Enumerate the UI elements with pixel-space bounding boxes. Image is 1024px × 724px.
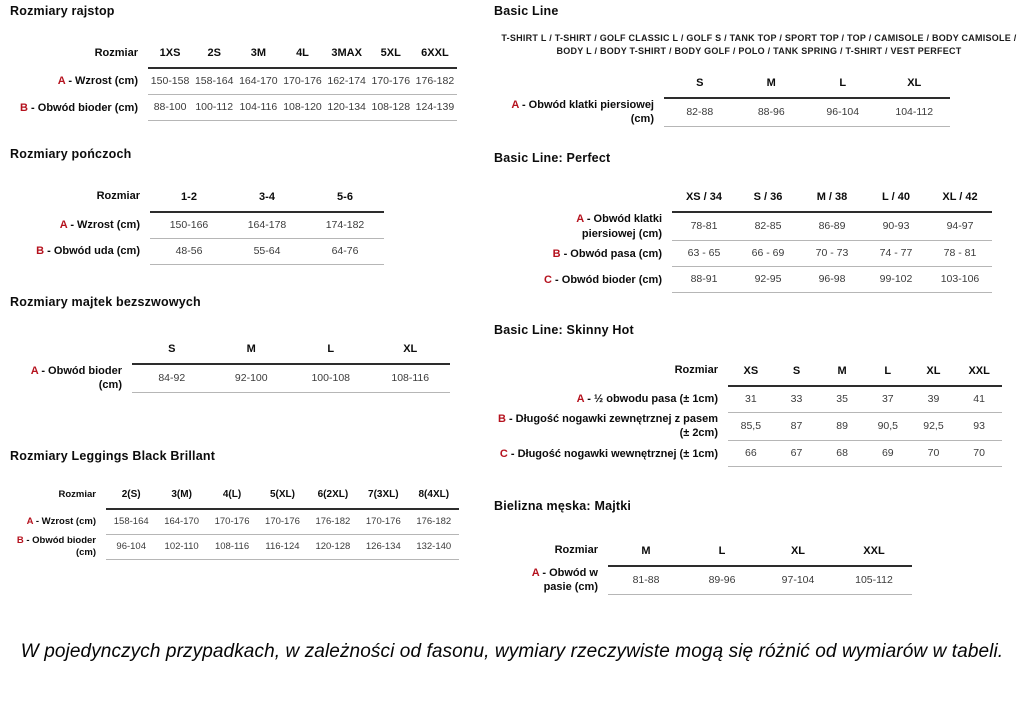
table-cell: 132-140 bbox=[409, 535, 459, 560]
section-perfect bbox=[494, 151, 1024, 293]
table-cell: 48-56 bbox=[150, 238, 228, 264]
column-header: 3M bbox=[236, 46, 280, 68]
table-cell: 55-64 bbox=[228, 238, 306, 264]
column-header: XXL bbox=[956, 363, 1002, 385]
size-table-majtki-meskie bbox=[512, 543, 912, 594]
table-cell: 170-176 bbox=[207, 509, 257, 535]
corner-label bbox=[498, 77, 664, 98]
column-header: M bbox=[819, 363, 865, 385]
section-heading-ponczochy: Rozmiary pończoch bbox=[10, 147, 132, 162]
column-header: XXL bbox=[836, 543, 912, 565]
table-cell: 116-124 bbox=[257, 535, 307, 560]
table-cell: 108-120 bbox=[280, 95, 324, 121]
column-header: 2(S) bbox=[106, 489, 156, 509]
measure-letter: A bbox=[511, 99, 519, 112]
section-heading-majtki-meskie: Bielizna męska: Majtki bbox=[494, 499, 632, 514]
table-cell: 99-102 bbox=[864, 267, 928, 293]
table-cell: 102-110 bbox=[156, 535, 206, 560]
table-cell: 104-112 bbox=[879, 98, 951, 127]
table-cell: 158-164 bbox=[106, 509, 156, 535]
table-cell: 89-96 bbox=[684, 566, 760, 595]
table-cell: 70 bbox=[956, 441, 1002, 467]
header-row bbox=[10, 489, 459, 509]
column-header: M bbox=[212, 343, 292, 364]
section-rajstop bbox=[10, 4, 472, 121]
column-header: 5-6 bbox=[306, 189, 384, 211]
table-cell: 150-166 bbox=[150, 212, 228, 239]
table-row bbox=[494, 441, 1002, 467]
section-skinny bbox=[494, 323, 1024, 467]
size-table-ponczochy bbox=[10, 189, 384, 264]
header-row bbox=[10, 189, 384, 211]
section-ponczochy bbox=[10, 147, 472, 264]
corner-label: Rozmiar bbox=[554, 544, 598, 557]
section-heading-basic: Basic Line bbox=[494, 4, 559, 18]
table-row bbox=[524, 241, 992, 267]
table-cell: 164-170 bbox=[236, 68, 280, 95]
table-cell: 88-96 bbox=[736, 98, 808, 127]
size-table-perfect bbox=[524, 191, 992, 293]
column-header: 2S bbox=[192, 46, 236, 68]
corner-label: Rozmiar bbox=[58, 488, 96, 500]
table-cell: 124-139 bbox=[413, 95, 457, 121]
table-cell: 97-104 bbox=[760, 566, 836, 595]
table-cell: 87 bbox=[774, 412, 820, 441]
table-cell: 85,5 bbox=[728, 412, 774, 441]
table-cell: 164-178 bbox=[228, 212, 306, 239]
table-cell: 89 bbox=[819, 412, 865, 441]
row-label: B - Obwód uda (cm) bbox=[36, 244, 140, 257]
column-header: L bbox=[291, 343, 371, 364]
table-row bbox=[10, 509, 459, 535]
table-row bbox=[10, 364, 450, 393]
table-cell: 150-158 bbox=[148, 68, 192, 95]
header-row bbox=[512, 543, 912, 565]
measure-letter: B bbox=[20, 101, 28, 114]
column-header: 3-4 bbox=[228, 189, 306, 211]
section-leggings bbox=[10, 449, 472, 560]
section-heading-rajstop: Rozmiary rajstop bbox=[10, 4, 115, 18]
table-cell: 94-97 bbox=[928, 212, 992, 241]
section-majtki-bezszwowe bbox=[10, 295, 472, 393]
measure-letter: A bbox=[57, 75, 66, 88]
size-table-rajstop bbox=[10, 46, 457, 121]
row-label: B - Obwód bioder (cm) bbox=[16, 534, 96, 559]
two-column-layout bbox=[0, 4, 1024, 595]
section-basic bbox=[494, 4, 1024, 127]
section-heading-perfect: Basic Line: Perfect bbox=[494, 151, 611, 166]
column-header: S bbox=[132, 343, 212, 364]
column-header: M / 38 bbox=[800, 191, 864, 212]
column-header: S bbox=[774, 363, 820, 385]
table-row bbox=[494, 386, 1002, 413]
column-header: 7(3XL) bbox=[358, 489, 408, 509]
table-cell: 88-100 bbox=[148, 95, 192, 121]
row-label: A - ½ obwodu pasa (± 1cm) bbox=[576, 392, 718, 405]
corner-label: Rozmiar bbox=[96, 190, 140, 203]
section-heading-leggings: Rozmiary Leggings Black Brillant bbox=[10, 448, 216, 463]
table-cell: 74 - 77 bbox=[864, 241, 928, 267]
table-cell: 39 bbox=[911, 386, 957, 413]
table-cell: 96-104 bbox=[106, 535, 156, 560]
measure-letter: B bbox=[36, 244, 45, 257]
table-cell: 176-182 bbox=[409, 509, 459, 535]
column-header: L bbox=[684, 543, 760, 565]
column-header: M bbox=[608, 543, 684, 565]
table-cell: 67 bbox=[774, 441, 820, 467]
table-cell: 103-106 bbox=[928, 267, 992, 293]
row-label: A - Wzrost (cm) bbox=[59, 218, 140, 231]
right-column bbox=[494, 4, 1024, 595]
table-cell: 86-89 bbox=[800, 212, 864, 241]
table-cell: 170-176 bbox=[358, 509, 408, 535]
column-header: XS / 34 bbox=[672, 191, 736, 212]
header-row bbox=[498, 77, 950, 98]
measure-letter: A bbox=[30, 364, 39, 377]
table-cell: 92-95 bbox=[736, 267, 800, 293]
measure-letter: A bbox=[576, 392, 585, 405]
row-label: A - Wzrost (cm) bbox=[26, 515, 96, 527]
table-cell: 93 bbox=[956, 412, 1002, 441]
table-cell: 105-112 bbox=[836, 566, 912, 595]
table-cell: 176-182 bbox=[308, 509, 358, 535]
table-cell: 162-174 bbox=[325, 68, 369, 95]
size-table-majtki-bezszwowe bbox=[10, 343, 450, 393]
measure-letter: C bbox=[499, 447, 508, 460]
column-header: L bbox=[807, 77, 879, 98]
measure-letter: A bbox=[531, 566, 540, 579]
row-label: A - Obwód bioder (cm) bbox=[30, 364, 122, 391]
product-list: T-SHIRT L / T-SHIRT / GOLF CLASSIC L / GOLF S / TANK TOP / SPORT TOP / TOP / CAMISOLE / BODY CAMISOLE / BODY L / BODY T-SHIRT / BODY GOLF / POLO / TANK SPRING / T-SHIRT / VEST PERFECT bbox=[501, 33, 1017, 56]
table-cell: 78 - 81 bbox=[928, 241, 992, 267]
table-cell: 68 bbox=[819, 441, 865, 467]
row-label: C - Długość nogawki wewnętrznej (± 1cm) bbox=[499, 447, 718, 460]
column-header: S / 36 bbox=[736, 191, 800, 212]
column-header: 5(XL) bbox=[257, 489, 307, 509]
table-cell: 108-128 bbox=[369, 95, 413, 121]
table-row bbox=[10, 535, 459, 560]
measure-letter: A bbox=[59, 218, 68, 231]
corner-label bbox=[524, 191, 672, 212]
section-majtki-meskie bbox=[494, 499, 1024, 594]
column-header: 6XXL bbox=[413, 46, 457, 68]
table-cell: 174-182 bbox=[306, 212, 384, 239]
measure-letter: C bbox=[544, 273, 552, 286]
left-column bbox=[10, 4, 472, 560]
table-row bbox=[494, 412, 1002, 441]
row-label: A - Obwód klatki piersiowej (cm) bbox=[511, 99, 654, 126]
column-header: XL bbox=[879, 77, 951, 98]
column-header: M bbox=[736, 77, 808, 98]
table-cell: 64-76 bbox=[306, 238, 384, 264]
table-row bbox=[524, 267, 992, 293]
row-label: B - Obwód bioder (cm) bbox=[20, 101, 138, 114]
column-header: 1XS bbox=[148, 46, 192, 68]
table-cell: 78-81 bbox=[672, 212, 736, 241]
header-row bbox=[10, 46, 457, 68]
measure-letter: B bbox=[497, 413, 506, 426]
corner-label: Rozmiar bbox=[674, 364, 718, 377]
table-cell: 108-116 bbox=[207, 535, 257, 560]
column-header: L bbox=[865, 363, 911, 385]
table-cell: 100-108 bbox=[291, 364, 371, 393]
column-header: 8(4XL) bbox=[409, 489, 459, 509]
table-cell: 63 - 65 bbox=[672, 241, 736, 267]
header-row bbox=[10, 343, 450, 364]
column-header: S bbox=[664, 77, 736, 98]
table-cell: 108-116 bbox=[371, 364, 451, 393]
footnote: W pojedynczych przypadkach, w zależności od fasonu, wymiary rzeczywiste mogą się różnić od wymiarów w tabeli. bbox=[20, 640, 1004, 662]
column-header: 6(2XL) bbox=[308, 489, 358, 509]
row-label: A - Wzrost (cm) bbox=[57, 75, 138, 88]
column-header: 3MAX bbox=[325, 46, 369, 68]
column-header: 4L bbox=[280, 46, 324, 68]
table-cell: 120-134 bbox=[325, 95, 369, 121]
column-header: 4(L) bbox=[207, 489, 257, 509]
column-header: XL / 42 bbox=[928, 191, 992, 212]
table-cell: 96-104 bbox=[807, 98, 879, 127]
section-heading-majtki-bezszwowe: Rozmiary majtek bezszwowych bbox=[10, 294, 201, 309]
column-header: 5XL bbox=[369, 46, 413, 68]
table-cell: 170-176 bbox=[369, 68, 413, 95]
table-cell: 70 bbox=[911, 441, 957, 467]
measure-letter: B bbox=[16, 534, 24, 546]
measure-letter: A bbox=[26, 515, 34, 527]
table-cell: 82-85 bbox=[736, 212, 800, 241]
column-header: 3(M) bbox=[156, 489, 206, 509]
table-row bbox=[10, 238, 384, 264]
table-cell: 170-176 bbox=[257, 509, 307, 535]
measure-letter: A bbox=[576, 213, 584, 226]
table-cell: 104-116 bbox=[236, 95, 280, 121]
table-cell: 37 bbox=[865, 386, 911, 413]
table-row bbox=[512, 566, 912, 595]
table-cell: 126-134 bbox=[358, 535, 408, 560]
table-cell: 158-164 bbox=[192, 68, 236, 95]
table-cell: 82-88 bbox=[664, 98, 736, 127]
table-cell: 170-176 bbox=[280, 68, 324, 95]
table-row bbox=[498, 98, 950, 127]
table-cell: 90,5 bbox=[865, 412, 911, 441]
row-label: C - Obwód bioder (cm) bbox=[544, 273, 662, 286]
table-cell: 66 - 69 bbox=[736, 241, 800, 267]
table-cell: 92-100 bbox=[212, 364, 292, 393]
table-cell: 88-91 bbox=[672, 267, 736, 293]
table-row bbox=[10, 95, 457, 121]
row-label: A - Obwód klatki piersiowej (cm) bbox=[576, 213, 662, 240]
table-cell: 84-92 bbox=[132, 364, 212, 393]
table-cell: 81-88 bbox=[608, 566, 684, 595]
table-cell: 90-93 bbox=[864, 212, 928, 241]
corner-label: Rozmiar bbox=[94, 47, 138, 59]
table-row bbox=[10, 212, 384, 239]
column-header: XS bbox=[728, 363, 774, 385]
header-row bbox=[524, 191, 992, 212]
row-label: A - Obwód w pasie (cm) bbox=[531, 566, 598, 593]
measure-letter: B bbox=[552, 247, 561, 260]
column-header: XL bbox=[760, 543, 836, 565]
table-cell: 120-128 bbox=[308, 535, 358, 560]
row-label: B - Obwód pasa (cm) bbox=[552, 247, 662, 260]
table-cell: 33 bbox=[774, 386, 820, 413]
column-header: 1-2 bbox=[150, 189, 228, 211]
table-cell: 41 bbox=[956, 386, 1002, 413]
size-table-leggings bbox=[10, 489, 459, 560]
column-header: XL bbox=[911, 363, 957, 385]
table-cell: 69 bbox=[865, 441, 911, 467]
table-cell: 176-182 bbox=[413, 68, 457, 95]
table-cell: 31 bbox=[728, 386, 774, 413]
corner-label bbox=[10, 343, 132, 364]
table-cell: 164-170 bbox=[156, 509, 206, 535]
header-row bbox=[494, 363, 1002, 385]
size-table-skinny bbox=[494, 363, 1002, 467]
size-table-basic bbox=[498, 77, 950, 127]
column-header: XL bbox=[371, 343, 451, 364]
table-cell: 70 - 73 bbox=[800, 241, 864, 267]
table-cell: 96-98 bbox=[800, 267, 864, 293]
row-label: B - Długość nogawki zewnętrznej z pasem (± 2cm) bbox=[497, 413, 718, 440]
table-cell: 66 bbox=[728, 441, 774, 467]
table-cell: 92,5 bbox=[911, 412, 957, 441]
table-cell: 100-112 bbox=[192, 95, 236, 121]
table-row bbox=[524, 212, 992, 241]
column-header: L / 40 bbox=[864, 191, 928, 212]
table-cell: 35 bbox=[819, 386, 865, 413]
section-heading-skinny: Basic Line: Skinny Hot bbox=[494, 323, 634, 338]
table-row bbox=[10, 68, 457, 95]
